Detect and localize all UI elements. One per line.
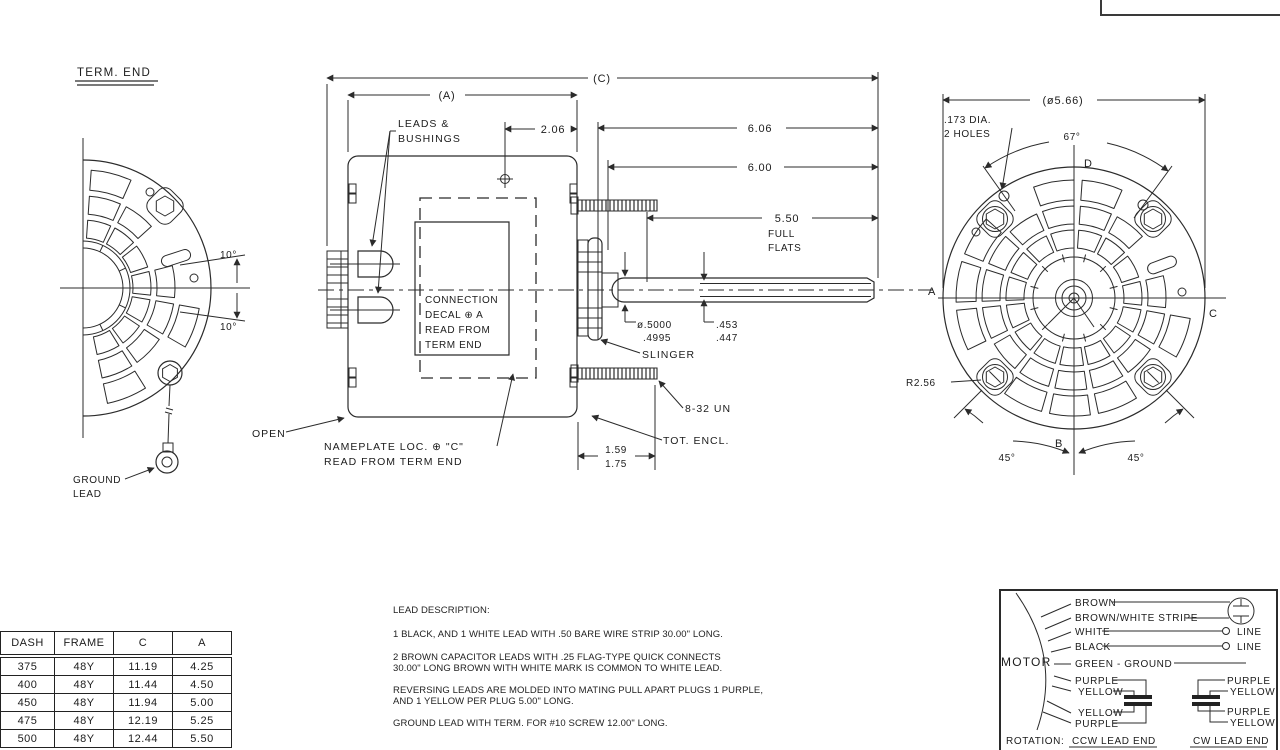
col-dash: DASH [1, 632, 55, 657]
flat-dim-2: .447 [716, 333, 738, 344]
lead-desc-p2a: 2 BROWN CAPACITOR LEADS WITH .25 FLAG-TYPE QUICK CONNECTS [393, 652, 721, 663]
wire-purple-1: PURPLE [1075, 676, 1119, 687]
nameplate-label-1: NAMEPLATE LOC. ⊕ "C" [324, 441, 464, 453]
shaft-dia-1: ø.5000 [637, 320, 672, 331]
angle-10-top: 10° [220, 250, 237, 261]
lead-desc-p4: GROUND LEAD WITH TERM. FOR #10 SCREW 12.00" LONG. [393, 718, 668, 729]
axis-a: A [928, 286, 937, 298]
dim-5-50: 5.50 [774, 213, 800, 225]
dim-1-75: 1.75 [605, 459, 627, 470]
line-label-2: LINE [1237, 642, 1262, 653]
ring-terminal [156, 451, 178, 473]
holes-label-2: 2 HOLES [944, 129, 991, 140]
capacitor-symbol [1228, 598, 1254, 624]
slinger-label: SLINGER [642, 349, 696, 361]
wire-white: WHITE [1075, 627, 1111, 638]
oblong-slot [160, 248, 192, 268]
table-row: 500 48Y 12.44 5.50 [1, 730, 232, 748]
col-a: A [173, 632, 232, 657]
ground-lead-label-2: LEAD [73, 489, 102, 500]
radius-label: R2.56 [906, 378, 936, 389]
r-wire-purple-1: PURPLE [1227, 676, 1271, 687]
leads-bushings-label-1: LEADS & [398, 118, 450, 130]
cw-label: CW LEAD END [1193, 736, 1270, 747]
shaft-dia-2: .4995 [643, 333, 672, 344]
plug-connector-right [1192, 695, 1220, 706]
angle-45-left: 45° [998, 453, 1016, 464]
rotation-label: ROTATION: [1006, 736, 1065, 747]
open-label: OPEN [252, 428, 286, 440]
decal-text-3: READ FROM [425, 325, 491, 336]
r-wire-purple-2: PURPLE [1227, 707, 1271, 718]
threaded-stud-top [578, 200, 657, 211]
col-c: C [114, 632, 173, 657]
wire-brown-white: BROWN/WHITE STRIPE [1075, 613, 1199, 624]
shaft-end-hub [578, 240, 588, 336]
slinger-disc [588, 238, 602, 340]
decal-text-1: CONNECTION [425, 295, 499, 306]
dim-1-59: 1.59 [605, 445, 627, 456]
decal-text-2: DECAL ⊕ A [425, 310, 484, 321]
dim-c: (C) [593, 73, 611, 85]
thread-label: 8-32 UN [685, 403, 732, 415]
plug-connector-left [1124, 695, 1152, 706]
oblong-slot-front [1146, 255, 1178, 276]
motor-label: MOTOR [1001, 655, 1052, 669]
table-row: 400 48Y 11.44 4.50 [1, 676, 232, 694]
axis-d: D [1084, 158, 1093, 170]
r-wire-yellow-2: YELLOW [1230, 718, 1276, 729]
table-row: 475 48Y 12.19 5.25 [1, 712, 232, 730]
nameplate-zone [420, 198, 536, 378]
lead-description-title: LEAD DESCRIPTION: [393, 605, 490, 616]
decal-text-4: TERM END [425, 340, 483, 351]
col-frame: FRAME [55, 632, 114, 657]
angle-67: 67° [1063, 132, 1081, 143]
shaft-end-view [900, 60, 1280, 510]
angle-45-right: 45° [1127, 453, 1145, 464]
threaded-stud-bottom [578, 368, 657, 379]
line-terminal-2 [1223, 643, 1230, 650]
lead-desc-p1: 1 BLACK, AND 1 WHITE LEAD WITH .50 BARE WIRE STRIP 30.00" LONG. [393, 628, 723, 640]
term-end-title: TERM. END [77, 67, 152, 79]
wire-yellow-2: YELLOW [1078, 708, 1124, 719]
dim-a: (A) [438, 90, 456, 102]
angle-10-bottom: 10° [220, 322, 237, 333]
ccw-label: CCW LEAD END [1072, 736, 1156, 747]
line-terminal-1 [1223, 628, 1230, 635]
lead-desc-p2b: 30.00" LONG BROWN WITH WHITE MARK IS COMMON TO WHITE LEAD. [393, 662, 723, 674]
leads-bushings-label-2: BUSHINGS [398, 133, 461, 145]
lead-description [393, 606, 793, 730]
axis-b: B [1055, 438, 1064, 450]
ground-lead-label-1: GROUND [73, 475, 122, 486]
dimension-table [0, 631, 232, 748]
axis-c: C [1209, 308, 1218, 320]
holes-label-1: .173 DIA. [944, 115, 992, 126]
lead-desc-p3a: REVERSING LEADS ARE MOLDED INTO MATING PULL APART PLUGS 1 PURPLE, [393, 685, 764, 696]
flat-dim-1: .453 [716, 320, 738, 331]
nameplate-label-2: READ FROM TERM END [324, 456, 463, 468]
wire-brown: BROWN [1075, 598, 1117, 609]
table-row: 375 48Y 11.19 4.25 [1, 656, 232, 676]
side-view [240, 55, 940, 500]
dim-6-00: 6.00 [747, 162, 773, 174]
dim-6-06: 6.06 [747, 123, 773, 135]
full-label: FULL [768, 229, 795, 240]
bolt-boss [143, 184, 187, 228]
flats-label: FLATS [768, 243, 802, 254]
line-label-1: LINE [1237, 627, 1262, 638]
wire-black: BLACK [1075, 642, 1111, 653]
wire-yellow-1: YELLOW [1078, 687, 1124, 698]
dim-2-06: 2.06 [540, 124, 566, 136]
wiring-diagram [995, 583, 1280, 750]
dim-dia: (ø5.66) [1042, 95, 1084, 107]
table-row: 450 48Y 11.94 5.00 [1, 694, 232, 712]
wire-green-ground: GREEN - GROUND [1075, 659, 1173, 670]
lead-desc-p3b: AND 1 YELLOW PER PLUG 5.00" LONG. [393, 695, 574, 707]
position-marker [497, 170, 513, 188]
r-wire-yellow-1: YELLOW [1230, 687, 1276, 698]
title-block-fragment [1100, 0, 1280, 16]
tot-encl-label: TOT. ENCL. [663, 435, 730, 447]
wire-purple-2: PURPLE [1075, 719, 1119, 730]
